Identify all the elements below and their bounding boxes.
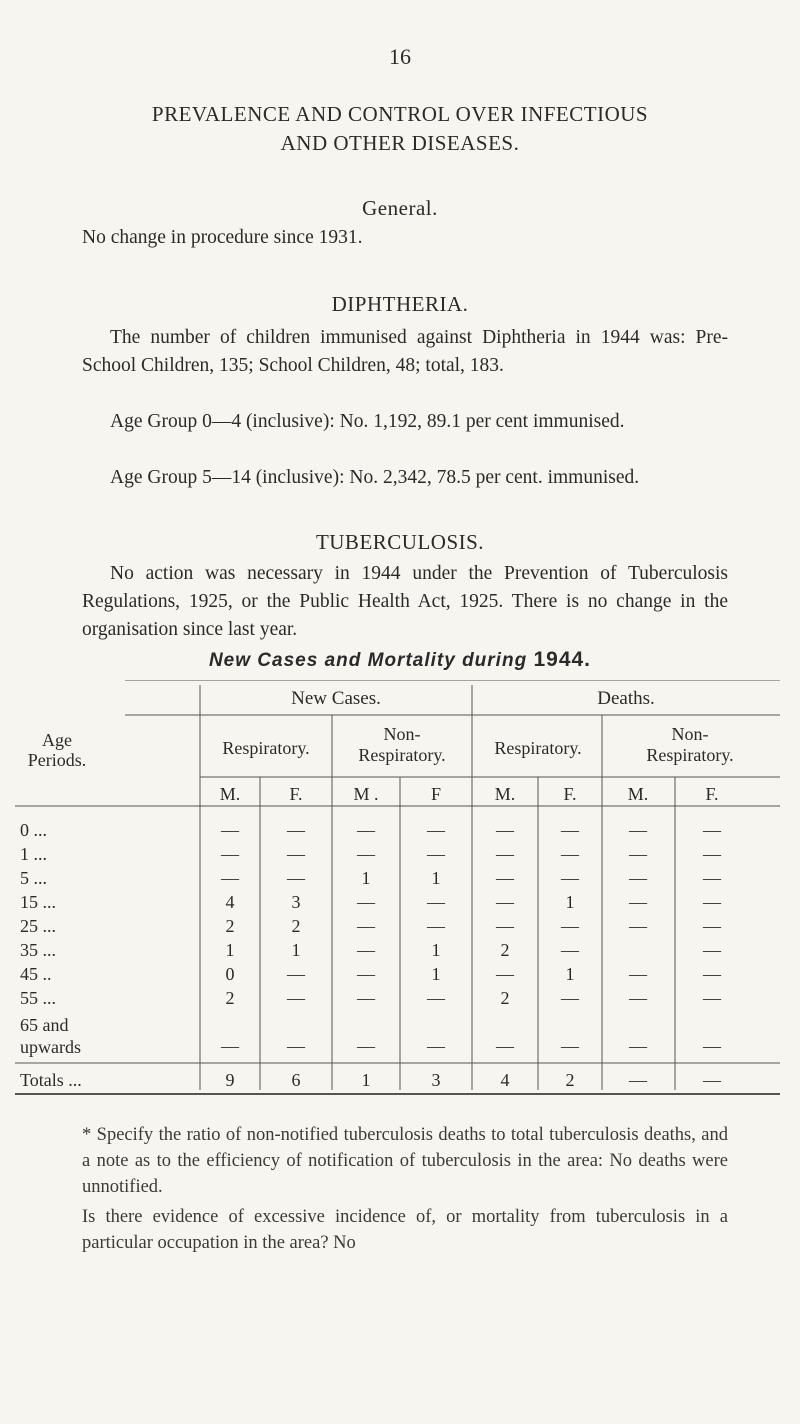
table-cell: —: [561, 844, 579, 864]
table-cell: —: [221, 820, 239, 840]
page-number: 16: [389, 44, 411, 69]
table-cell: 1: [361, 868, 371, 888]
table-cell: —: [287, 988, 305, 1008]
sex-label: F: [430, 784, 442, 804]
diphtheria-paragraph: The number of children immunised against Diphtheria in 1944 was: Pre-School Children, 135; School Children, 48; total, 183.: [82, 327, 728, 376]
age-periods-header: [28, 730, 87, 770]
sex-label: M .: [353, 784, 379, 804]
table-cell: —: [561, 940, 579, 960]
table-cell: 1: [431, 964, 441, 984]
table-caption-year: 1944.: [533, 648, 592, 671]
table-cell: 1: [225, 940, 235, 960]
table-cell: —: [221, 868, 239, 888]
table-cell: —: [287, 820, 305, 840]
table-cell: —: [427, 1036, 445, 1056]
table-cell: 2: [500, 988, 510, 1008]
age-period-label: 55 ...: [20, 988, 56, 1008]
total-cell: —: [703, 1070, 721, 1090]
table-cell: —: [496, 868, 514, 888]
table-cell: —: [629, 916, 647, 936]
table-cell: 4: [225, 892, 235, 912]
title-line: AND OTHER DISEASES.: [280, 131, 520, 155]
table-cell: 2: [225, 988, 235, 1008]
header-deaths-non-respiratory: Non- Respiratory.: [646, 724, 734, 765]
table-cell: 1: [431, 868, 441, 888]
table-cell: —: [629, 820, 647, 840]
table-cell: —: [561, 1036, 579, 1056]
table-cell: 1: [431, 940, 441, 960]
table-cell: —: [287, 844, 305, 864]
total-cell: 2: [565, 1070, 575, 1090]
question-paragraph: Is there evidence of excessive incidence of, or mortality from tuberculosis in a particular occupation in the area? No: [82, 1207, 728, 1253]
title-line: PREVALENCE AND CONTROL OVER INFECTIOUS: [151, 102, 649, 126]
totals-label: Totals ...: [20, 1070, 82, 1090]
table-cell: —: [703, 820, 721, 840]
table-cell: 0: [225, 964, 235, 984]
age-period-label: 0 ...: [20, 820, 47, 840]
age-period-label: 45 ..: [20, 964, 52, 984]
table-cell: —: [357, 892, 375, 912]
table-cell: —: [357, 940, 375, 960]
table-cell: —: [287, 868, 305, 888]
table-cell: —: [357, 820, 375, 840]
tuberculosis-heading: TUBERCULOSIS.: [315, 530, 485, 554]
table-cell: —: [427, 988, 445, 1008]
table-cell: —: [703, 1036, 721, 1056]
table-cell: —: [427, 820, 445, 840]
age-period-label: 25 ...: [20, 916, 56, 936]
diphtheria-heading: DIPHTHERIA.: [331, 292, 469, 316]
table-cell: —: [357, 988, 375, 1008]
table-cell: —: [357, 844, 375, 864]
age-period-label: 15 ...: [20, 892, 56, 912]
sex-label: F.: [563, 784, 577, 804]
table-cell: —: [427, 844, 445, 864]
sex-label: F.: [289, 784, 303, 804]
age-period-label: 1 ...: [20, 844, 47, 864]
table-cell: —: [629, 988, 647, 1008]
sex-label: M.: [627, 784, 649, 804]
table-cell: —: [496, 964, 514, 984]
table-cell: —: [357, 916, 375, 936]
table-cell: 1: [565, 892, 575, 912]
age-period-label: 65 and upwards: [20, 1015, 81, 1057]
table-cell: —: [629, 868, 647, 888]
table-cell: —: [496, 820, 514, 840]
table-cell: —: [496, 844, 514, 864]
table-cell: —: [427, 892, 445, 912]
table-cell: —: [629, 844, 647, 864]
total-cell: 4: [500, 1070, 510, 1090]
table-cell: —: [287, 964, 305, 984]
table-cell: —: [703, 844, 721, 864]
table-cell: —: [703, 964, 721, 984]
table-cell: 1: [565, 964, 575, 984]
table-caption-text: New Cases and Mortality during: [208, 650, 528, 671]
table-cell: —: [629, 1036, 647, 1056]
group-header-deaths: Deaths.: [597, 688, 655, 709]
page-title: [40, 100, 760, 158]
table-cell: —: [427, 916, 445, 936]
table-cell: —: [496, 1036, 514, 1056]
total-cell: —: [629, 1070, 647, 1090]
total-cell: 3: [431, 1070, 441, 1090]
table-cell: 1: [291, 940, 301, 960]
table-cell: —: [221, 1036, 239, 1056]
table-cell: —: [561, 868, 579, 888]
header-deaths-respiratory: Respiratory.: [494, 738, 582, 758]
table-caption: [0, 648, 800, 672]
table-cell: —: [221, 844, 239, 864]
age-header-line: Age: [42, 730, 72, 750]
group-header-new-cases: New Cases.: [291, 688, 381, 709]
table-cell: —: [496, 892, 514, 912]
table-cell: —: [496, 916, 514, 936]
total-cell: 6: [291, 1070, 301, 1090]
table-cell: —: [561, 916, 579, 936]
table-cell: —: [357, 1036, 375, 1056]
diphtheria-paragraph: Age Group 5—14 (inclusive): No. 2,342, 78.5 per cent. immunised.: [110, 467, 640, 488]
table-cell: —: [703, 868, 721, 888]
table-cell: —: [287, 1036, 305, 1056]
footnote: * Specify the ratio of non-notified tuberculosis deaths to total tuberculosis deaths, and a note as to the efficiency of notification of tuberculosis in the area: No deaths were unnotified.: [82, 1125, 728, 1197]
cases-mortality-table: [0, 680, 800, 1100]
age-header-line: Periods.: [27, 750, 87, 770]
sex-label: F.: [705, 784, 719, 804]
sex-label: M.: [494, 784, 516, 804]
table-cell: 2: [291, 916, 301, 936]
table-cell: —: [629, 964, 647, 984]
table-cell: —: [703, 892, 721, 912]
age-period-label: 5 ...: [20, 868, 47, 888]
general-text: No change in procedure since 1931.: [82, 227, 363, 248]
table-cell: —: [703, 940, 721, 960]
header-new-non-respiratory: Non- Respiratory.: [358, 724, 446, 765]
table-cell: 2: [225, 916, 235, 936]
table-cell: —: [703, 916, 721, 936]
table-cell: 2: [500, 940, 510, 960]
table-cell: —: [561, 988, 579, 1008]
total-cell: 1: [361, 1070, 371, 1090]
table-cell: —: [629, 892, 647, 912]
sex-label: M.: [219, 784, 241, 804]
age-period-label: 35 ...: [20, 940, 56, 960]
header-new-respiratory: Respiratory.: [222, 738, 310, 758]
table-cell: —: [561, 820, 579, 840]
table-cell: —: [357, 964, 375, 984]
total-cell: 9: [225, 1070, 235, 1090]
table-cell: 3: [291, 892, 301, 912]
diphtheria-paragraph: Age Group 0—4 (inclusive): No. 1,192, 89.1 per cent immunised.: [110, 411, 625, 432]
general-heading: General.: [362, 196, 438, 220]
table-cell: —: [703, 988, 721, 1008]
tuberculosis-paragraph: No action was necessary in 1944 under the Prevention of Tuberculosis Regulations, 1925, or the Public Health Act, 1925. There is no change in the organisation since last year.: [82, 563, 728, 640]
